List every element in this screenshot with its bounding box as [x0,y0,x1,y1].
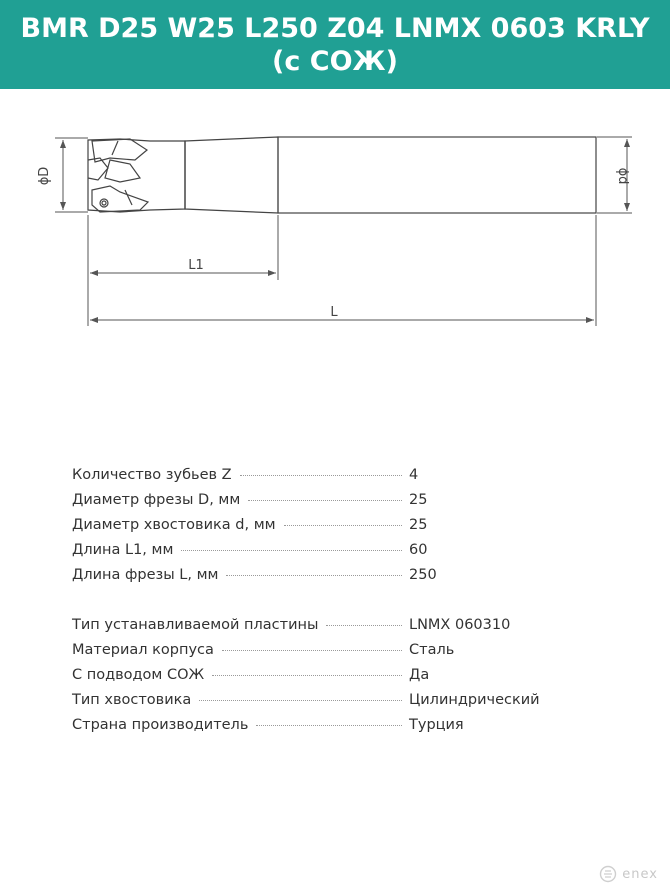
spec-row [72,667,542,692]
spec-label: Материал корпуса [72,642,214,658]
spec-value: LNMX 060310 [409,617,511,633]
spec-row [72,692,542,717]
spec-row [72,617,542,642]
spec-label: Страна производитель [72,717,249,733]
enex-logo [599,865,658,883]
label-d: ϕd [615,167,630,185]
spec-value: Сталь [409,642,455,658]
spec-value: 25 [409,517,428,533]
enex-logo-icon [599,865,617,883]
spec-label: Диаметр хвостовика d, мм [72,517,276,533]
spec-value: Турция [409,717,464,733]
label-L: L [330,305,338,320]
spec-row [72,467,542,492]
spec-row [72,567,542,592]
specs-group-2 [72,617,542,742]
page-header [0,0,670,89]
spec-row [72,492,542,517]
tool-drawing [0,110,670,340]
spec-value: 250 [409,567,437,583]
spec-label: Тип устанавливаемой пластины [72,617,319,633]
label-L1: L1 [188,258,204,273]
spec-value: Цилиндрический [409,692,540,708]
spec-value: Да [409,667,430,683]
spec-label: С подводом СОЖ [72,667,205,683]
logo-text: enex [622,866,658,882]
spec-value: 4 [409,467,419,483]
spec-label: Диаметр фрезы D, мм [72,492,241,508]
specs-group-1 [72,467,542,592]
spec-row [72,717,542,742]
spec-row [72,517,542,542]
label-D: ϕD [37,166,52,186]
tool-body [88,137,596,213]
spec-value: 25 [409,492,428,508]
spec-row [72,542,542,567]
spec-label: Длина фрезы L, мм [72,567,219,583]
spec-label: Количество зубьев Z [72,467,232,483]
spec-label: Длина L1, мм [72,542,174,558]
spec-label: Тип хвостовика [72,692,192,708]
spec-value: 60 [409,542,428,558]
product-title: BMR D25 W25 L250 Z04 LNMX 0603 KRLY (с СОЖ) [20,12,650,77]
spec-row [72,642,542,667]
